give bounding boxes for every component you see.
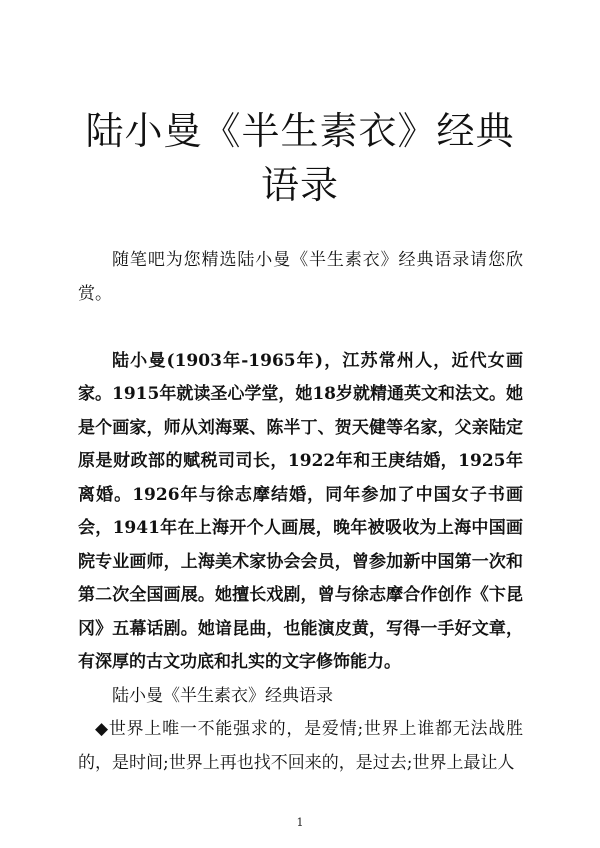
- title-line-1: 陆小曼《半生素衣》经典: [85, 109, 515, 153]
- quote-paragraph: ◆世界上唯一不能强求的，是爱情;世界上谁都无法战胜的，是时间;世界上再也找不回来的，是过去;世界上最让人: [78, 719, 523, 773]
- section-heading: 陆小曼《半生素衣》经典语录: [112, 685, 333, 706]
- bio-paragraph: 陆小曼(1903年-1965年)，江苏常州人，近代女画家。1915年就读圣心学堂，她18岁就精通英文和法文。她是个画家，师从刘海粟、陈半丁、贺天健等名家，父亲陆定原是财政部的赋税司司长，1922年和王庚结婚，1925年离婚。1926年与徐志摩结婚，同年参加了中国女子书画会，1941年在上海开个人画展，晚年被吸收为上海中国画院专业画师，上海美术家协会会员，曾参加新中国第一次和第二次全国画展。她擅长戏剧，曾与徐志摩合作创作《卞昆冈》五幕话剧。她谙昆曲，也能演皮黄，写得一手好文章，有深厚的古文功底和扎实的文字修饰能力。: [78, 350, 523, 672]
- paragraph-spacer: [78, 311, 523, 345]
- intro-paragraph: 随笔吧为您精选陆小曼《半生素衣》经典语录请您欣赏。: [78, 250, 523, 304]
- title-line-2: 语录: [260, 163, 339, 207]
- document-title: [60, 104, 540, 212]
- page-number: 1: [296, 816, 304, 829]
- document-body: [78, 244, 523, 780]
